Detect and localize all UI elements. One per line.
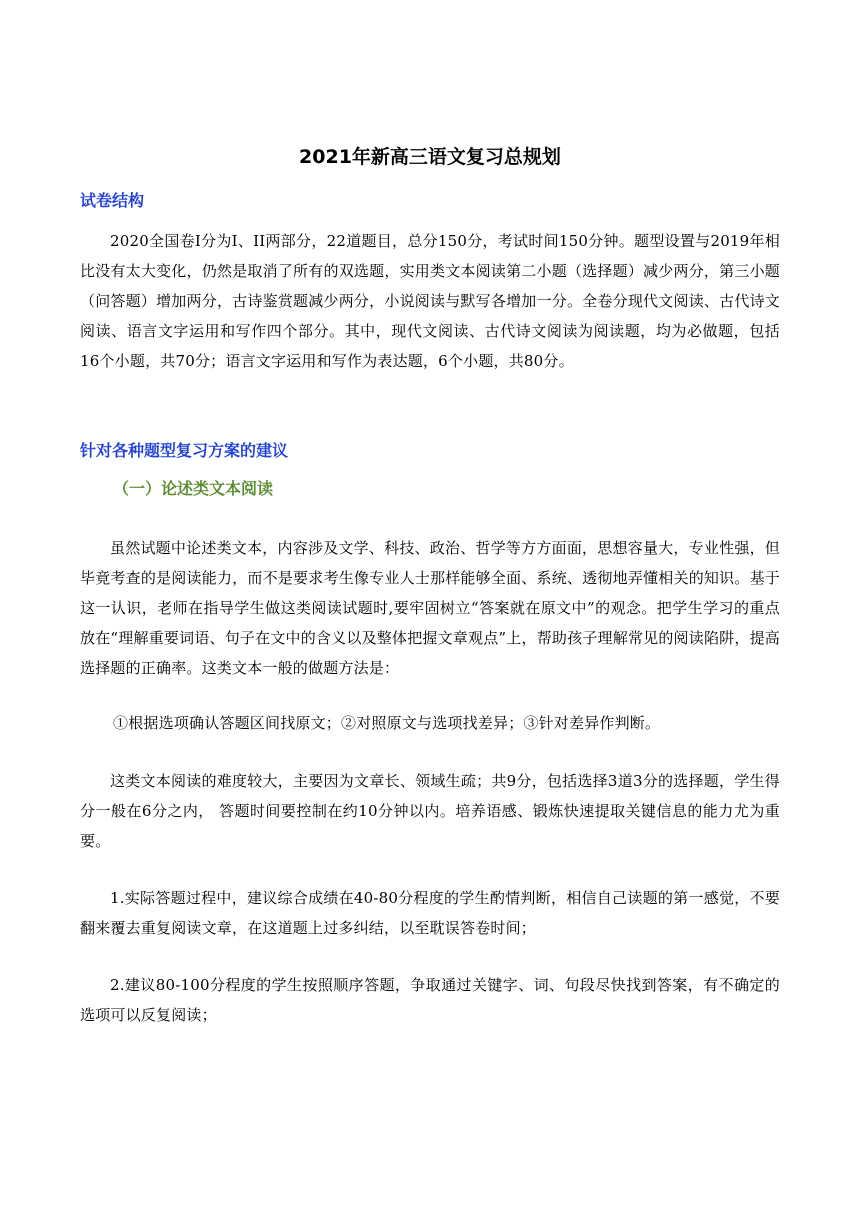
tip-item-2: 2.建议80-100分程度的学生按照顺序答题，争取通过关键字、词、句段尽快找到答案，有不确定的选项可以反复阅读；	[80, 976, 780, 1024]
document-title: 2021年新高三语文复习总规划	[299, 146, 561, 168]
tip-item-1: 1.实际答题过程中，建议综合成绩在40-80分程度的学生酌情判断，相信自己读题的第一感觉，不要翻来覆去重复阅读文章，在这道题上过多纠结，以至耽误答卷时间；	[80, 889, 780, 937]
answering-steps-line: ①根据选项确认答题区间找原文；②对照原文与选项找差异；③针对差异作判断。	[113, 714, 661, 732]
subheading-argumentative-reading: （一）论述类文本阅读	[113, 479, 274, 498]
exam-structure-paragraph: 2020全国卷I分为I、II两部分，22道题目，总分150分，考试时间150分钟。题型设置与2019年相比没有太大变化，仍然是取消了所有的双选题，实用类文本阅读第二小题（选择题）减少两分，第三小题（问答题）增加两分，古诗鉴赏题减少两分，小说阅读与默写各增加一分。全卷分现代文阅读、古代诗文阅读、语言文字运用和写作四个部分。其中，现代文阅读、古代诗文阅读为阅读题，均为必做题，包括16个小题，共70分；语言文字运用和写作为表达题，6个小题，共80分。	[80, 232, 780, 370]
section-heading-exam-structure: 试卷结构	[80, 191, 145, 210]
section-heading-review-suggestions: 针对各种题型复习方案的建议	[80, 441, 289, 460]
difficulty-paragraph: 这类文本阅读的难度较大，主要因为文章长、领域生疏；共9分，包括选择3道3分的选择题，学生得分一般在6分之内， 答题时间要控制在约10分钟以内。培养语感、锻炼快速提取关键信息的能力尤为重要。	[80, 772, 780, 850]
argumentative-reading-paragraph: 虽然试题中论述类文本，内容涉及文学、科技、政治、哲学等方方面面，思想容量大，专业性强，但毕竟考查的是阅读能力，而不是要求考生像专业人士那样能够全面、系统、透彻地弄懂相关的知识。基于这一认识，老师在指导学生做这类阅读试题时,要牢固树立“答案就在原文中”的观念。把学生学习的重点放在“理解重要词语、句子在文中的含义以及整体把握文章观点”上，帮助孩子理解常见的阅读陷阱，提高选择题的正确率。这类文本一般的做题方法是：	[80, 539, 780, 677]
